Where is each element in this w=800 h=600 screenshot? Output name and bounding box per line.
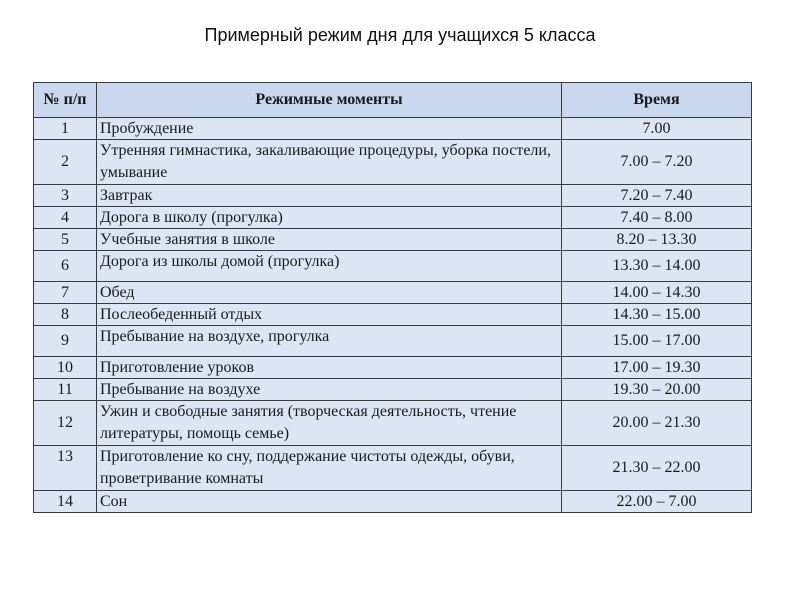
row-activity: Приготовление ко сну, поддержание чистоты одежды, обуви, проветривание комнаты — [97, 446, 562, 491]
row-number: 1 — [34, 118, 97, 140]
table-row — [34, 282, 752, 304]
header-time: Время — [562, 83, 752, 118]
row-time: 15.00 – 17.00 — [562, 326, 752, 357]
row-time: 17.00 – 19.30 — [562, 357, 752, 379]
row-time: 19.30 – 20.00 — [562, 379, 752, 401]
row-activity: Пребывание на воздухе — [97, 379, 562, 401]
row-activity: Послеобеденный отдых — [97, 304, 562, 326]
row-activity: Завтрак — [97, 185, 562, 207]
table-row — [34, 379, 752, 401]
table-row — [34, 357, 752, 379]
row-time: 20.00 – 21.30 — [562, 401, 752, 446]
table-row — [34, 446, 752, 491]
table-header-row — [34, 83, 752, 118]
row-activity: Обед — [97, 282, 562, 304]
row-time: 14.00 – 14.30 — [562, 282, 752, 304]
row-number: 8 — [34, 304, 97, 326]
row-number: 3 — [34, 185, 97, 207]
table-row — [34, 185, 752, 207]
table-row — [34, 118, 752, 140]
row-number: 14 — [34, 491, 97, 513]
row-activity: Пробуждение — [97, 118, 562, 140]
row-time: 7.00 — [562, 118, 752, 140]
table-row — [34, 140, 752, 185]
row-time: 7.40 – 8.00 — [562, 207, 752, 229]
schedule-table — [33, 82, 752, 513]
header-routine-steps: Режимные моменты — [97, 83, 562, 118]
row-time: 7.20 – 7.40 — [562, 185, 752, 207]
row-activity: Пребывание на воздухе, прогулка — [97, 326, 562, 357]
table-row — [34, 326, 752, 357]
row-number: 12 — [34, 401, 97, 446]
table-row — [34, 207, 752, 229]
row-number: 11 — [34, 379, 97, 401]
table-row — [34, 304, 752, 326]
table-row — [34, 229, 752, 251]
row-activity: Приготовление уроков — [97, 357, 562, 379]
row-number: 13 — [34, 446, 97, 491]
row-number: 7 — [34, 282, 97, 304]
table-row — [34, 491, 752, 513]
row-activity: Дорога в школу (прогулка) — [97, 207, 562, 229]
row-activity: Утренняя гимнастика, закаливающие процедуры, уборка постели, умывание — [97, 140, 562, 185]
row-number: 2 — [34, 140, 97, 185]
page-title: Примерный режим дня для учащихся 5 класса — [204, 25, 596, 45]
row-activity: Учебные занятия в школе — [97, 229, 562, 251]
table-row — [34, 401, 752, 446]
row-number: 9 — [34, 326, 97, 357]
row-time: 22.00 – 7.00 — [562, 491, 752, 513]
row-activity: Ужин и свободные занятия (творческая деятельность, чтение литературы, помощь семье) — [97, 401, 562, 446]
row-activity: Дорога из школы домой (прогулка) — [97, 251, 562, 282]
row-time: 14.30 – 15.00 — [562, 304, 752, 326]
row-activity: Сон — [97, 491, 562, 513]
row-time: 8.20 – 13.30 — [562, 229, 752, 251]
row-number: 10 — [34, 357, 97, 379]
row-time: 21.30 – 22.00 — [562, 446, 752, 491]
row-number: 6 — [34, 251, 97, 282]
row-number: 4 — [34, 207, 97, 229]
row-time: 7.00 – 7.20 — [562, 140, 752, 185]
row-time: 13.30 – 14.00 — [562, 251, 752, 282]
header-number: № п/п — [34, 83, 97, 118]
table-row — [34, 251, 752, 282]
row-number: 5 — [34, 229, 97, 251]
